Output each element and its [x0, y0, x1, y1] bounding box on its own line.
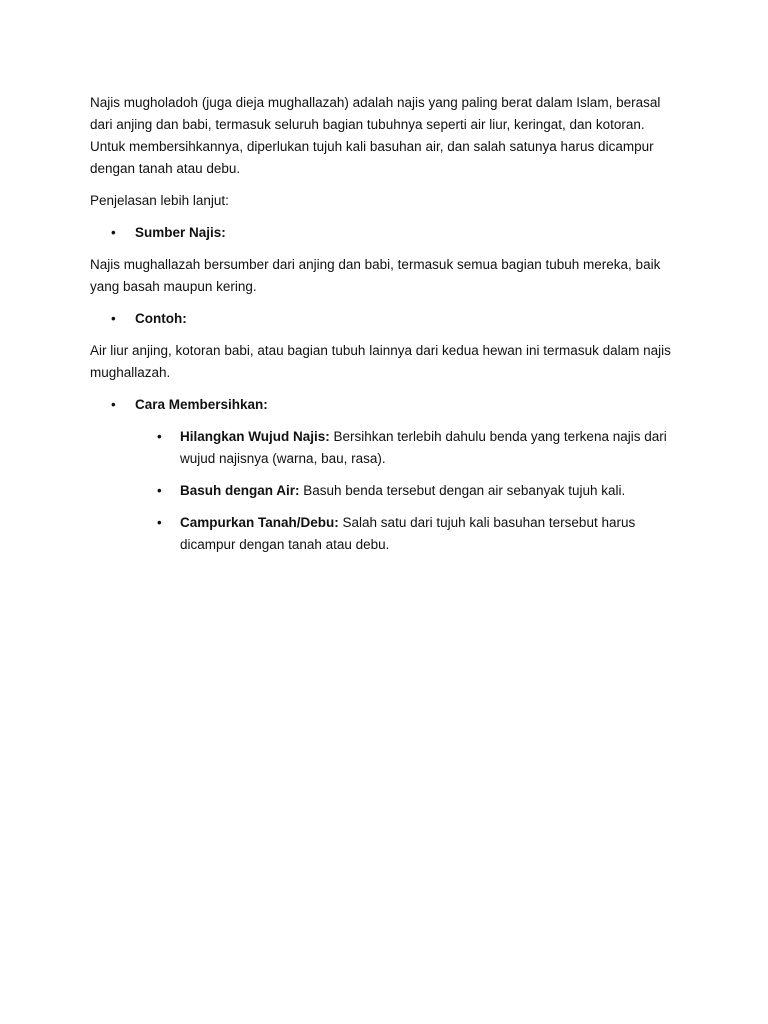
list-item [90, 480, 680, 502]
cleaning-steps-list [90, 426, 680, 556]
section-body-contoh: Air liur anjing, kotoran babi, atau bagian tubuh lainnya dari kedua hewan ini termasuk dalam najis mughallazah. [90, 343, 671, 380]
bullet-icon: • [111, 397, 116, 412]
step-term: Campurkan Tanah/Debu: [180, 515, 339, 530]
list-item [90, 426, 680, 470]
list-item [90, 512, 680, 556]
bullet-icon: • [111, 311, 116, 326]
section-heading-label: Cara Membersihkan: [135, 397, 268, 412]
section-heading-label: Contoh: [135, 311, 187, 326]
section-heading-label: Sumber Najis: [135, 225, 226, 240]
step-text: Salah satu dari tujuh kali basuhan tersebut harus dicampur dengan tanah atau debu. [180, 515, 636, 552]
section-body-sumber-najis: Najis mughallazah bersumber dari anjing dan babi, termasuk semua bagian tubuh mereka, baik yang basah maupun kering. [90, 257, 661, 294]
step-term: Basuh dengan Air: [180, 483, 300, 498]
bullet-icon: • [111, 225, 116, 240]
step-term: Hilangkan Wujud Najis: [180, 429, 330, 444]
lead-text: Penjelasan lebih lanjut: [90, 193, 229, 208]
document-page [90, 92, 680, 566]
step-text: Basuh benda tersebut dengan air sebanyak tujuh kali. [299, 483, 626, 498]
bullet-icon: • [157, 483, 162, 498]
intro-paragraph: Najis mugholadoh (juga dieja mughallazah) adalah najis yang paling berat dalam Islam, berasal dari anjing dan babi, termasuk seluruh bagian tubuhnya seperti air liur, keringat, dan kotoran. Untuk membersihkannya, diperlukan tujuh kali basuhan air, dan salah satunya harus dicampur dengan tanah atau debu. [90, 95, 661, 176]
bullet-icon: • [157, 515, 162, 530]
section-heading-cara-membersihkan [90, 394, 680, 416]
section-heading-sumber-najis [90, 222, 680, 244]
step-text: Bersihkan terlebih dahulu benda yang terkena najis dari wujud najisnya (warna, bau, rasa). [180, 429, 667, 466]
section-heading-contoh [90, 308, 680, 330]
bullet-icon: • [157, 429, 162, 444]
